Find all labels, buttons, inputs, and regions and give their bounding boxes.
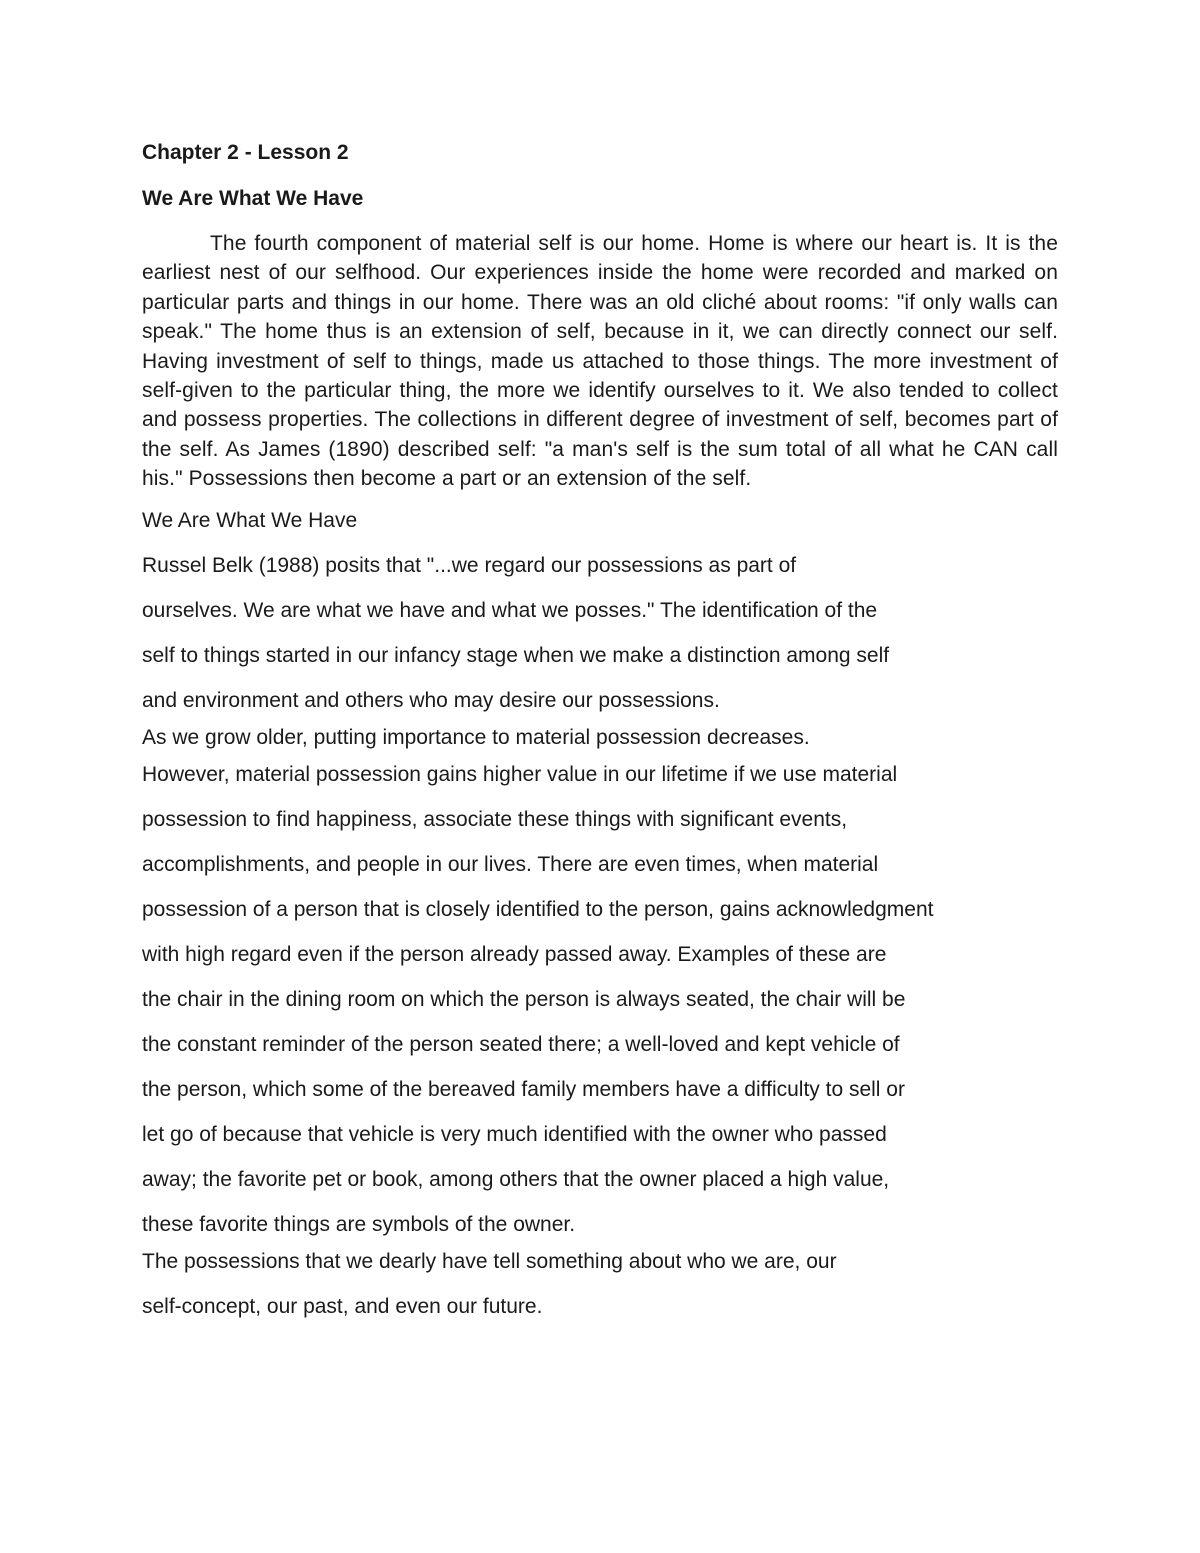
body-line: let go of because that vehicle is very much identified with the owner who passed: [142, 1122, 887, 1146]
chapter-title: Chapter 2 - Lesson 2: [142, 141, 349, 164]
body-line: with high regard even if the person already passed away. Examples of these are: [142, 942, 887, 966]
intro-paragraph: The fourth component of material self is our home. Home is where our heart is. It is the earliest nest of our selfhood. Our experiences inside the home were recorded and marked on particular parts and things in our home. There was an old cliché about rooms: "if only walls can speak." The home thus is an extension of self, because in it, we can directly connect our self. Having investment of self to things, made us attached to those things. The more investment of self-given to the particular thing, the more we identify ourselves to it. We also tended to collect and possess properties. The collections in different degree of investment of self, becomes part of the self. As James (1890) described self: "a man's self is the sum total of all what he CAN call his." Possessions then become a part or an extension of the self.: [142, 232, 1058, 491]
body-line: Russel Belk (1988) posits that "...we regard our possessions as part of: [142, 553, 797, 577]
body-line: these favorite things are symbols of the owner.: [142, 1212, 576, 1236]
body-line: As we grow older, putting importance to material possession decreases.: [142, 725, 810, 749]
body-line: the chair in the dining room on which the person is always seated, the chair will be: [142, 987, 906, 1011]
body-line: possession to find happiness, associate these things with significant events,: [142, 807, 848, 831]
body-line: possession of a person that is closely identified to the person, gains acknowledgment: [142, 897, 934, 921]
body-line: the constant reminder of the person seated there; a well-loved and kept vehicle of: [142, 1032, 900, 1056]
document-page: [142, 138, 1058, 1337]
body-line: accomplishments, and people in our lives. There are even times, when material: [142, 852, 879, 876]
body-line: self-concept, our past, and even our future.: [142, 1294, 543, 1318]
body-line: However, material possession gains higher value in our lifetime if we use material: [142, 762, 898, 786]
body-line: self to things started in our infancy stage when we make a distinction among self: [142, 643, 890, 667]
section-subtitle: We Are What We Have: [142, 508, 358, 532]
body-line: the person, which some of the bereaved family members have a difficulty to sell or: [142, 1077, 905, 1101]
body-line: The possessions that we dearly have tell something about who we are, our: [142, 1249, 837, 1273]
body-line: and environment and others who may desire our possessions.: [142, 688, 720, 712]
body-line: ourselves. We are what we have and what we posses." The identification of the: [142, 598, 878, 622]
body-line: away; the favorite pet or book, among others that the owner placed a high value,: [142, 1167, 890, 1191]
section-title: We Are What We Have: [142, 187, 364, 210]
